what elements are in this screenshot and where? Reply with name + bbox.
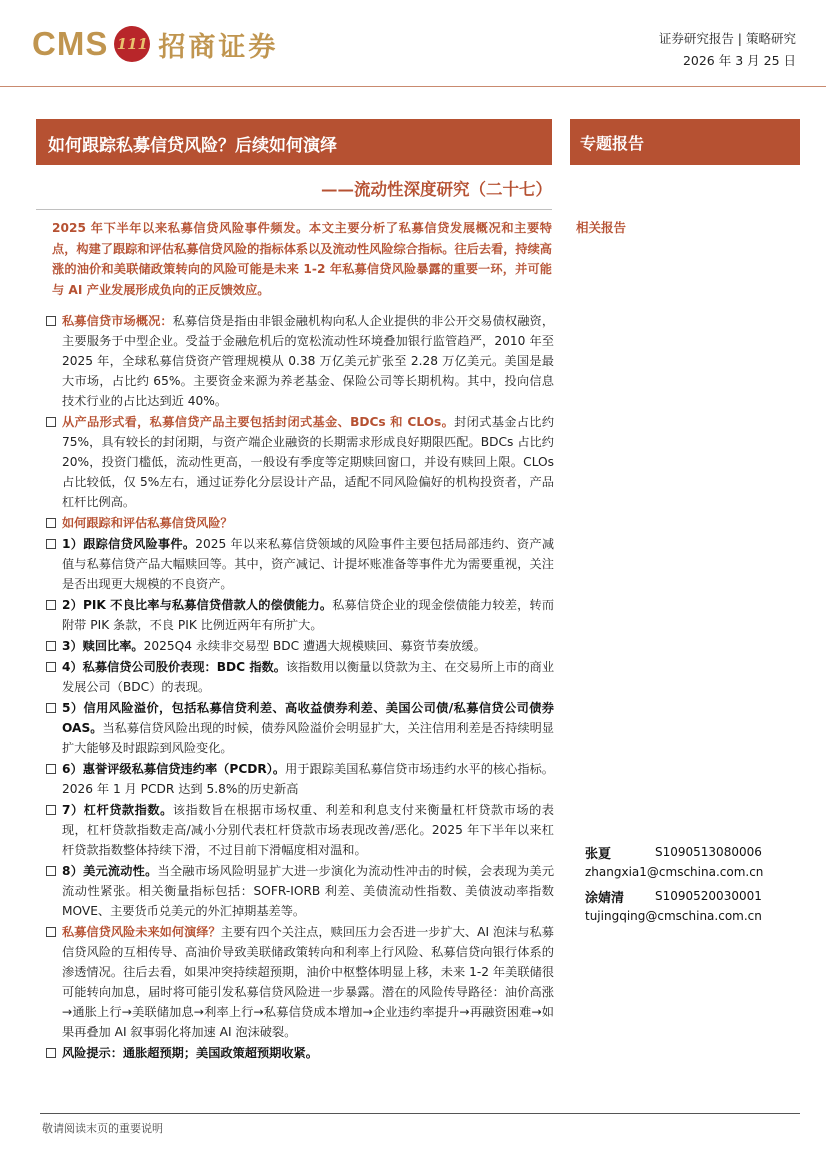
checkbox-bullet-icon [46,539,56,549]
report-category: 专题报告 [580,134,645,153]
report-meta [659,28,796,72]
company-logo [32,22,278,66]
bullet-item [40,861,554,921]
report-title: 如何跟踪私募信贷风险？后续如何演绎 [48,136,337,156]
checkbox-bullet-icon [46,600,56,610]
report-date: 2026 年 3 月 25 日 [682,53,796,68]
bullet-lead: 如何跟踪和评估私募信贷风险？ [62,516,233,530]
bullet-lead: 5）信用风险溢价，包括私募信贷利差、高收益债券利差、美国公司债/私募信贷公司债券 OAS。 [62,701,554,735]
bullet-item [40,412,554,512]
bullet-text: 封闭式基金占比约 75%，具有较长的封闭期，与资产端企业融资的长期需求形成良好期限匹配。BDCs 占比约 20%，投资门槛低，流动性更高，一般设有季度等定期赎回窗口，并设有赎回上限。CLOs 占比较低，仅 5%左右，通过证券化分层设计产品，适配不同风险偏好的机构投资者，产品杠杆比例高。 [62,415,555,509]
header-divider [0,86,826,87]
category-banner [570,119,800,165]
bullet-item [40,311,554,411]
bullet-text: 当私募信贷风险出现的时候，债券风险溢价会明显扩大，关注信用利差是否持续明显扩大能够及时跟踪到风险变化。 [62,721,554,755]
logo-emblem-icon: 111 [114,26,150,62]
author-name: 张夏 [585,847,612,862]
bullet-text: 私募信贷是指由非银金融机构向私人企业提供的非公开交易债权融资，主要服务于中型企业。受益于金融危机后的宽松流动性环境叠加银行监管趋严，2010 年至 2025 年，全球私募信贷资产管理规模从 0.38 万亿美元扩张至 2.28 万亿美元。美国是最大市场，占比约 65%。主要资金来源为养老基金、保险公司等长期机构。其中，投向信息技术行业的占比达到近 40%。 [62,314,555,408]
bullet-text: 2025 年以来私募信贷领域的风险事件主要包括局部违约、资产减值与私募信贷产品大幅赎回等。其中，资产减记、计提坏账准备等事件尤为需要重视，关注是否出现更大规模的不良资产。 [62,537,555,591]
bullet-lead: 从产品形式看，私募信贷产品主要包括封闭式基金、BDCs 和 CLOs。 [62,415,455,429]
bullet-lead: 私募信贷市场概况： [62,314,173,328]
bullet-lead: 风险提示：通胀超预期；美国政策超预期收紧。 [62,1046,318,1060]
bullet-item [40,1043,554,1063]
checkbox-bullet-icon [46,703,56,713]
bullet-item [40,922,554,1042]
bullet-item [40,657,554,697]
bullet-item [40,513,554,533]
bullet-text: 主要有四个关注点，赎回压力会否进一步扩大、AI 泡沫与私募信贷风险的互相传导、高油价导致美联储政策转向和利率上行风险、私募信贷向银行体系的渗透情况。往后去看，如果冲突持续超预期，油价中枢整体明显上移，未来 1-2 年美联储很可能转向加息，届时将可能引发私募信贷风险进一步暴露。潜在的风险传导路径：油价高涨→通胀上行→美联储加息→利率上行→私募信贷成本增加→企业违约率提升→再融资困难→如果再叠加 AI 叙事弱化将加速 AI 泡沫破裂。 [62,925,554,1039]
bullet-lead: 6）惠誉评级私募信贷违约率（PCDR）。 [62,762,286,776]
title-banner [36,119,552,165]
bullet-text: 2025Q4 永续非交易型 BDC 遭遇大规模赎回、募资节奏放缓。 [143,639,486,653]
bullet-item [40,698,554,758]
bullet-text: 用于跟踪美国私募信贷市场违约水平的核心指标。2026 年 1 月 PCDR 达到 5.8%的历史新高 [62,762,554,796]
related-reports-label: 相关报告 [576,220,627,235]
checkbox-bullet-icon [46,1048,56,1058]
bullet-item [40,636,554,656]
author-email[interactable]: tujingqing@cmschina.com.cn [585,909,762,923]
checkbox-bullet-icon [46,764,56,774]
bullet-text: 当全融市场风险明显扩大进一步演化为流动性冲击的时候，会表现为美元流动性紧张。相关衡量指标包括：SOFR-IORB 利差、美债流动性指数、美债波动率指数 MOVE、主要货币兑美元的外汇掉期基差等。 [62,864,555,918]
author-license-id: S1090513080006 [655,845,762,859]
report-subtitle: ——流动性深度研究（二十七） [321,180,552,199]
author-email[interactable]: zhangxia1@cmschina.com.cn [585,865,764,879]
bullet-lead: 3）赎回比率。 [62,639,144,653]
bullet-lead: 2）PIK 不良比率与私募信贷借款人的偿债能力。 [62,598,333,612]
bullet-text: 该指数旨在根据市场权重、利差和利息支付来衡量杠杆贷款市场的表现，杠杆贷款指数走高/减小分别代表杠杆贷款市场表现改善/恶化。2025 年下半年以来杠杆贷款指数整体持续下滑，不过目前下滑幅度相对温和。 [62,803,554,857]
bullet-lead: 私募信贷风险未来如何演绎？ [62,925,221,939]
bullet-text: 私募信贷企业的现金偿债能力较差，转而附带 PIK 条款，不良 PIK 比例近两年有所扩大。 [62,598,555,632]
checkbox-bullet-icon [46,662,56,672]
checkbox-bullet-icon [46,927,56,937]
abstract: 2025 年下半年以来私募信贷风险事件频发。本文主要分析了私募信贷发展概况和主要特点，构建了跟踪和评估私募信贷风险的指标体系以及流动性风险综合指标。往后去看，持续高涨的油价和美联储政策转向的风险可能是未来 1-2 年私募信贷风险暴露的重要一环，并可能与 AI 产业发展形成负向的正反馈效应。 [52,221,552,297]
bullet-text: 该指数用以衡量以贷款为主、在交易所上市的商业发展公司（BDC）的表现。 [62,660,555,694]
checkbox-bullet-icon [46,518,56,528]
bullet-list [40,311,554,1064]
checkbox-bullet-icon [46,866,56,876]
subtitle-divider [36,209,552,210]
checkbox-bullet-icon [46,417,56,427]
report-type: 证券研究报告 | 策略研究 [658,31,796,46]
bullet-lead: 1）跟踪信贷风险事件。 [62,537,196,551]
footer-divider [40,1113,800,1114]
checkbox-bullet-icon [46,805,56,815]
bullet-lead: 7）杠杆贷款指数。 [62,803,173,817]
bullet-item [40,595,554,635]
bullet-item [40,759,554,799]
author-name: 涂婧清 [585,891,625,906]
bullet-item [40,800,554,860]
footer-note: 敬请阅读末页的重要说明 [42,1122,163,1135]
bullet-lead: 8）美元流动性。 [62,864,158,878]
bullet-item [40,534,554,594]
author-license-id: S1090520030001 [655,889,762,903]
logo-text: CMS [32,25,109,62]
bullet-lead: 4）私募信贷公司股价表现：BDC 指数。 [62,660,286,674]
checkbox-bullet-icon [46,641,56,651]
checkbox-bullet-icon [46,316,56,326]
logo-chinese-name: 招商证券 [158,31,279,63]
